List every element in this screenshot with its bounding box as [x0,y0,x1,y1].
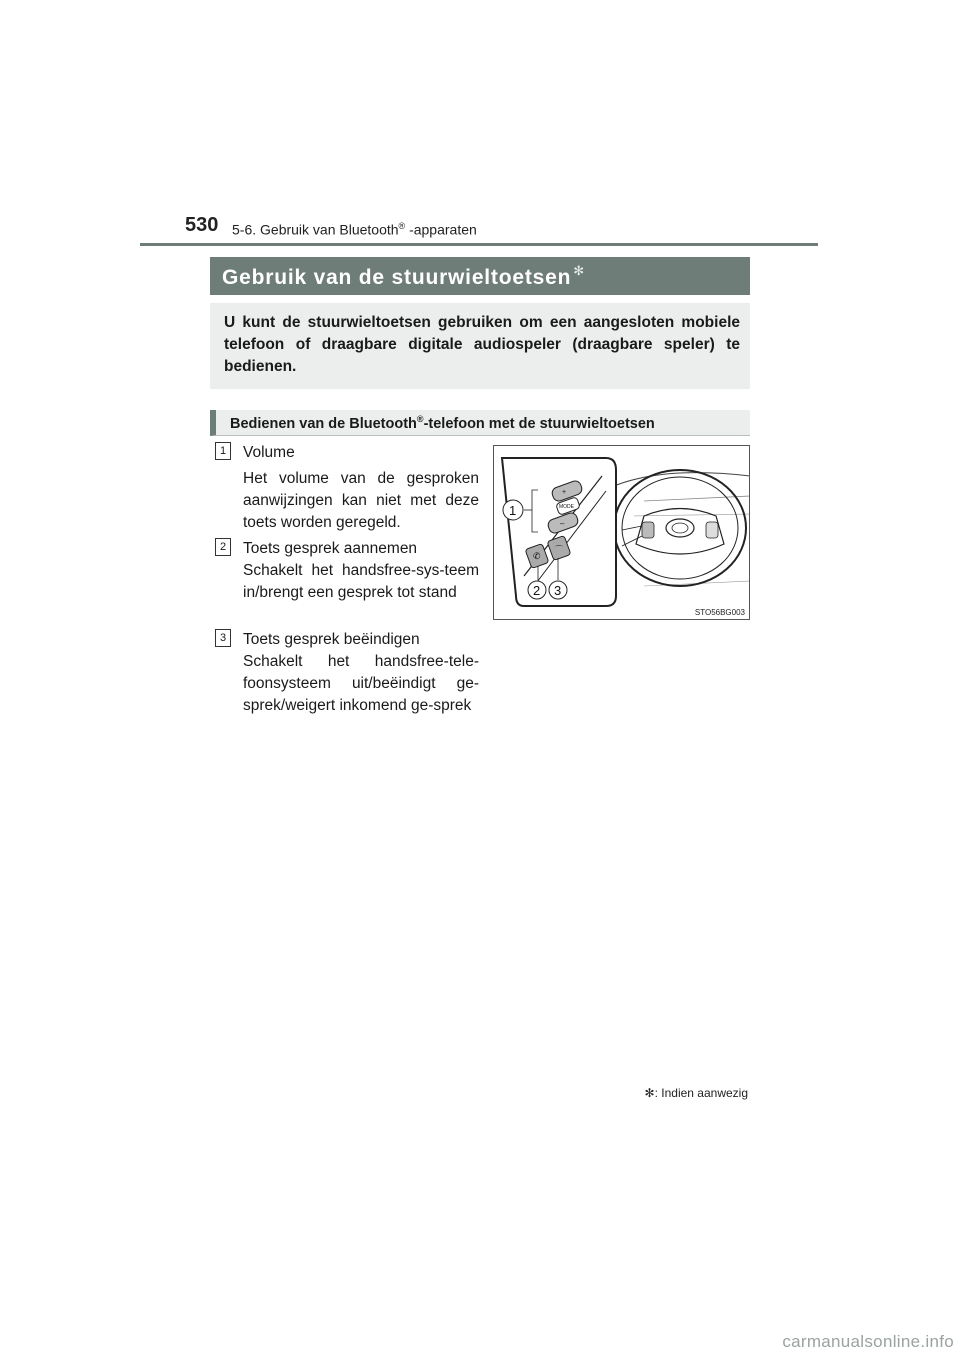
subheading-registered-mark: ® [416,414,424,424]
callout-1: 1 [509,503,517,518]
footnote [645,1086,748,1100]
header-rule [140,243,818,246]
section-prefix: 5-6. Gebruik van Bluetooth [232,221,399,238]
section-title-bar [210,257,750,295]
item-description: Schakelt het handsfree-sys-teem in/brengt een gesprek tot stand [243,562,479,601]
subheading-suffix: -telefoon met de stuurwieltoetsen [423,415,655,432]
watermark: carmanualsonline.info [782,1332,954,1351]
subheading-prefix: Bedienen van de Bluetooth [230,415,417,432]
item-number-badge: 2 [215,538,231,556]
page-number: 530 [185,214,219,236]
list-item-volume [215,442,485,532]
steering-wheel-illustration [493,445,750,620]
volume-up-label: + [562,489,567,496]
footnote-text: : Indien aanwezig [654,1086,748,1100]
item-description: Schakelt het handsfree-tele-foonsysteem uit/beëindigt ge-sprek/weigert inkomend ge-sprek [243,653,479,714]
volume-down-label: – [560,519,565,528]
item-number-badge: 3 [215,629,231,647]
callout-2: 2 [533,583,541,598]
item-number-badge: 1 [215,442,231,460]
figure-code: STO56BG003 [694,608,745,617]
list-item-answer-call [215,538,485,628]
item-label: Toets gesprek aannemen [243,540,418,557]
registered-mark: ® [398,221,406,231]
subheading [210,410,750,436]
callout-3: 3 [554,583,562,598]
steering-wheel-drawing [494,446,750,620]
intro-box [210,303,750,389]
phone-answer-icon: ✆ [533,552,541,562]
phone-hangup-icon: ⌒ [555,545,563,554]
mode-label: MODE [559,504,574,510]
page-title: Gebruik van de stuurwieltoetsen [222,266,572,289]
item-label: Toets gesprek beëindigen [243,631,420,648]
item-label: Volume [243,444,295,461]
intro-text: U kunt de stuurwieltoetsen gebruiken om een aangesloten mobiele telefoon of draagbare digitale audiospeler (draagbare speler) te bedienen. [224,314,740,375]
list-item-end-call [215,629,485,739]
section-suffix: -apparaten [405,221,477,238]
section-reference [232,221,477,238]
item-description: Het volume van de gesproken aanwijzingen kan niet met deze toets worden geregeld. [243,470,479,531]
footnote-marker: ✻ [644,1086,655,1100]
availability-marker: ✻ [573,263,585,278]
